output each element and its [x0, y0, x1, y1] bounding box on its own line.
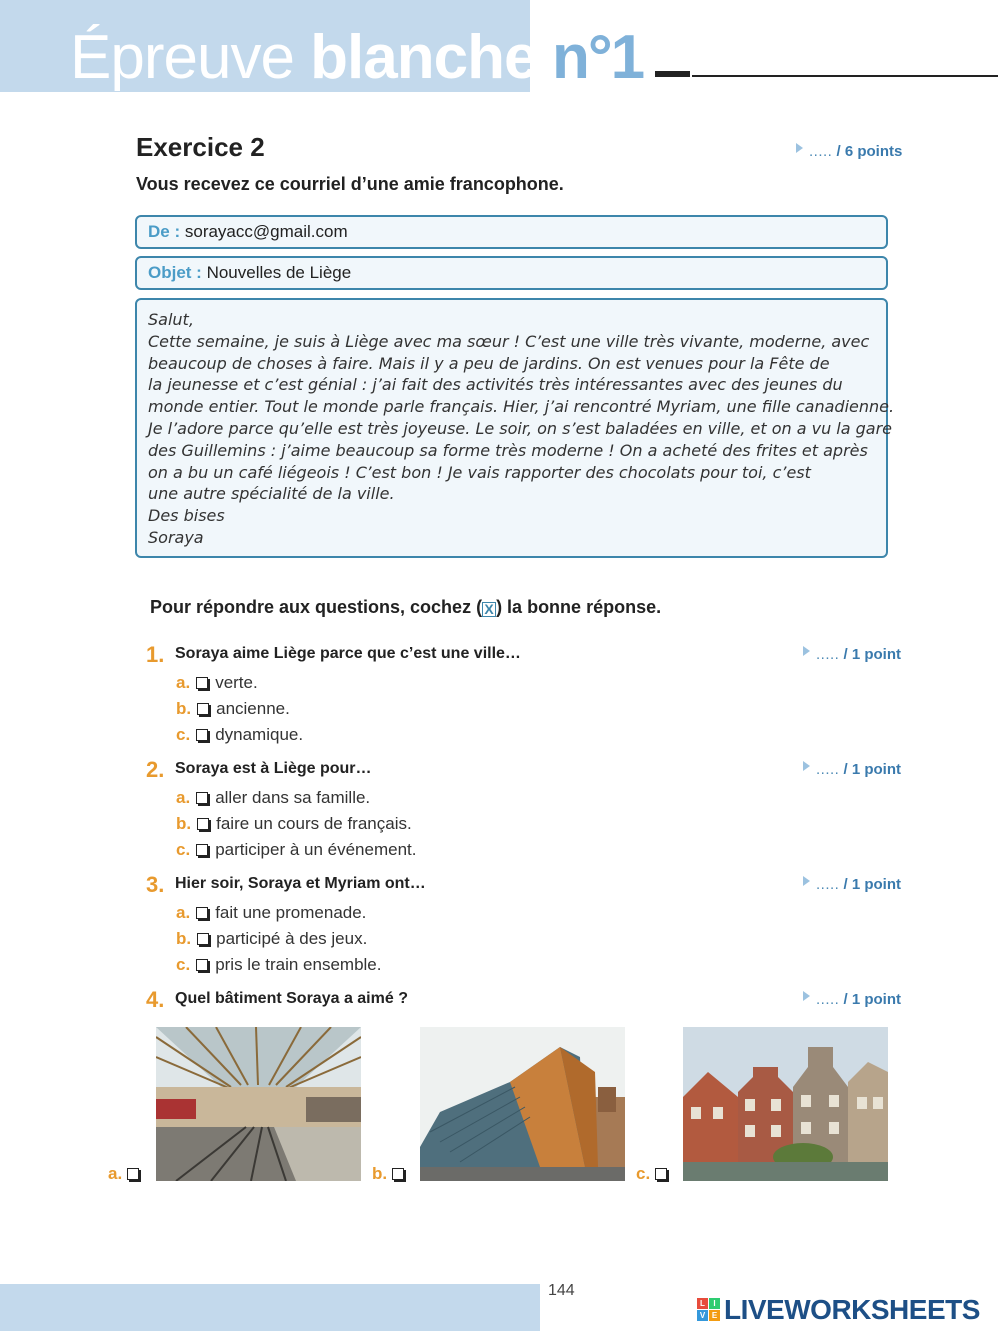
liveworksheets-logo[interactable]: L I V E LIVEWORKSHEETS — [697, 1294, 980, 1326]
checkbox[interactable] — [197, 703, 209, 715]
q3-option-c[interactable]: c. pris le train ensemble. — [176, 955, 382, 974]
question-2-points[interactable]: ..... / 1 point — [803, 761, 901, 778]
exercise-points[interactable]: ..... / 6 points — [796, 143, 902, 160]
email-line: Cette semaine, je suis à Liège avec ma sœur ! C’est une ville très vivante, moderne, avec — [148, 331, 870, 351]
question-4-text: Quel bâtiment Soraya a aimé ? — [175, 990, 408, 1007]
q1-option-c[interactable]: c. dynamique. — [176, 725, 304, 744]
checkbox[interactable] — [196, 959, 208, 971]
checkbox[interactable] — [127, 1168, 139, 1180]
question-2-number: 2. — [146, 757, 165, 782]
question-1-number: 1. — [146, 642, 165, 667]
email-subject-box — [135, 256, 888, 290]
triangle-icon — [796, 143, 803, 153]
photo-historic-houses — [683, 1027, 888, 1181]
header-dash — [655, 71, 690, 77]
checkbox[interactable] — [196, 907, 208, 919]
instruction: Pour répondre aux questions, cochez ( X ) la bonne réponse. — [150, 597, 662, 617]
question-3-text: Hier soir, Soraya et Myriam ont… — [175, 875, 426, 892]
subject-label: Objet : — [148, 263, 202, 282]
question-1-points[interactable]: ..... / 1 point — [803, 646, 901, 663]
email-line: Soraya — [148, 527, 204, 547]
email-line: une autre spécialité de la ville. — [148, 484, 395, 504]
email-line: Des bises — [148, 506, 225, 526]
q1-option-a[interactable]: a. verte. — [176, 673, 258, 692]
checkbox[interactable] — [196, 677, 208, 689]
email-line: la jeunesse et c’est génial : j’ai fait des activités très intéressantes avec des jeunes du — [148, 375, 843, 395]
email-from-box — [135, 215, 888, 249]
triangle-icon — [803, 991, 810, 1001]
checkmark-x-icon: X — [482, 602, 496, 617]
page-title: Épreuve blanche — [70, 23, 538, 92]
email-line: beaucoup de choses à faire. Mais il y a peu de jardins. On est venues pour la Fête de — [148, 353, 830, 373]
q3-option-a[interactable]: a. fait une promenade. — [176, 903, 367, 922]
checkbox[interactable] — [655, 1168, 667, 1180]
question-3-number: 3. — [146, 872, 165, 897]
exercise-title: Exercice 2 — [136, 132, 265, 162]
q4-option-b[interactable]: b. — [372, 1164, 411, 1184]
q4-option-c[interactable]: c. — [636, 1164, 674, 1184]
question-2-text: Soraya est à Liège pour… — [175, 760, 372, 777]
checkbox[interactable] — [196, 792, 208, 804]
checkbox[interactable] — [196, 729, 208, 741]
q2-option-b[interactable]: b. faire un cours de français. — [176, 814, 412, 833]
q2-option-c[interactable]: c. participer à un événement. — [176, 840, 417, 859]
logo-tiles-icon: L I V E — [697, 1298, 721, 1322]
test-number: n°1 — [552, 23, 644, 92]
question-4-points[interactable]: ..... / 1 point — [803, 991, 901, 1008]
checkbox[interactable] — [197, 933, 209, 945]
triangle-icon — [803, 761, 810, 771]
footer-band — [0, 1284, 540, 1331]
checkbox[interactable] — [196, 844, 208, 856]
email-line: des Guillemins : j’aime beaucoup sa forme très moderne ! On a acheté des frites et après — [148, 440, 868, 460]
checkbox[interactable] — [197, 818, 209, 830]
email-body-box — [135, 298, 895, 558]
email-line: Salut, — [148, 310, 194, 329]
photo-train-station — [156, 1027, 361, 1181]
checkbox[interactable] — [392, 1168, 404, 1180]
q4-option-a[interactable]: a. — [108, 1164, 146, 1184]
exercise-intro: Vous recevez ce courriel d’une amie francophone. — [136, 174, 564, 194]
q3-option-b[interactable]: b. participé à des jeux. — [176, 929, 368, 948]
photo-modern-building — [420, 1027, 625, 1181]
from-value: sorayacc@gmail.com — [184, 222, 348, 241]
question-4-number: 4. — [146, 987, 165, 1012]
email-line: Je l’adore parce qu’elle est très joyeuse. Le soir, on s’est baladées en ville, et on a vu la gare — [148, 418, 893, 438]
q1-option-b[interactable]: b. ancienne. — [176, 699, 290, 718]
page-number: 144 — [548, 1282, 575, 1299]
triangle-icon — [803, 876, 810, 886]
from-label: De : — [148, 222, 181, 241]
question-3-points[interactable]: ..... / 1 point — [803, 876, 901, 893]
subject-value: Nouvelles de Liège — [206, 263, 352, 282]
question-1-text: Soraya aime Liège parce que c’est une ville… — [175, 645, 521, 662]
email-body — [148, 309, 895, 549]
email-line: monde entier. Tout le monde parle français. Hier, j’ai rencontré Myriam, une fille canadienne. — [148, 397, 895, 417]
header-rule — [692, 75, 998, 77]
q2-option-a[interactable]: a. aller dans sa famille. — [176, 788, 371, 807]
triangle-icon — [803, 646, 810, 656]
email-line: on a bu un café liégeois ! C’est bon ! Je vais rapporter des chocolats pour toi, c’est — [148, 462, 811, 482]
